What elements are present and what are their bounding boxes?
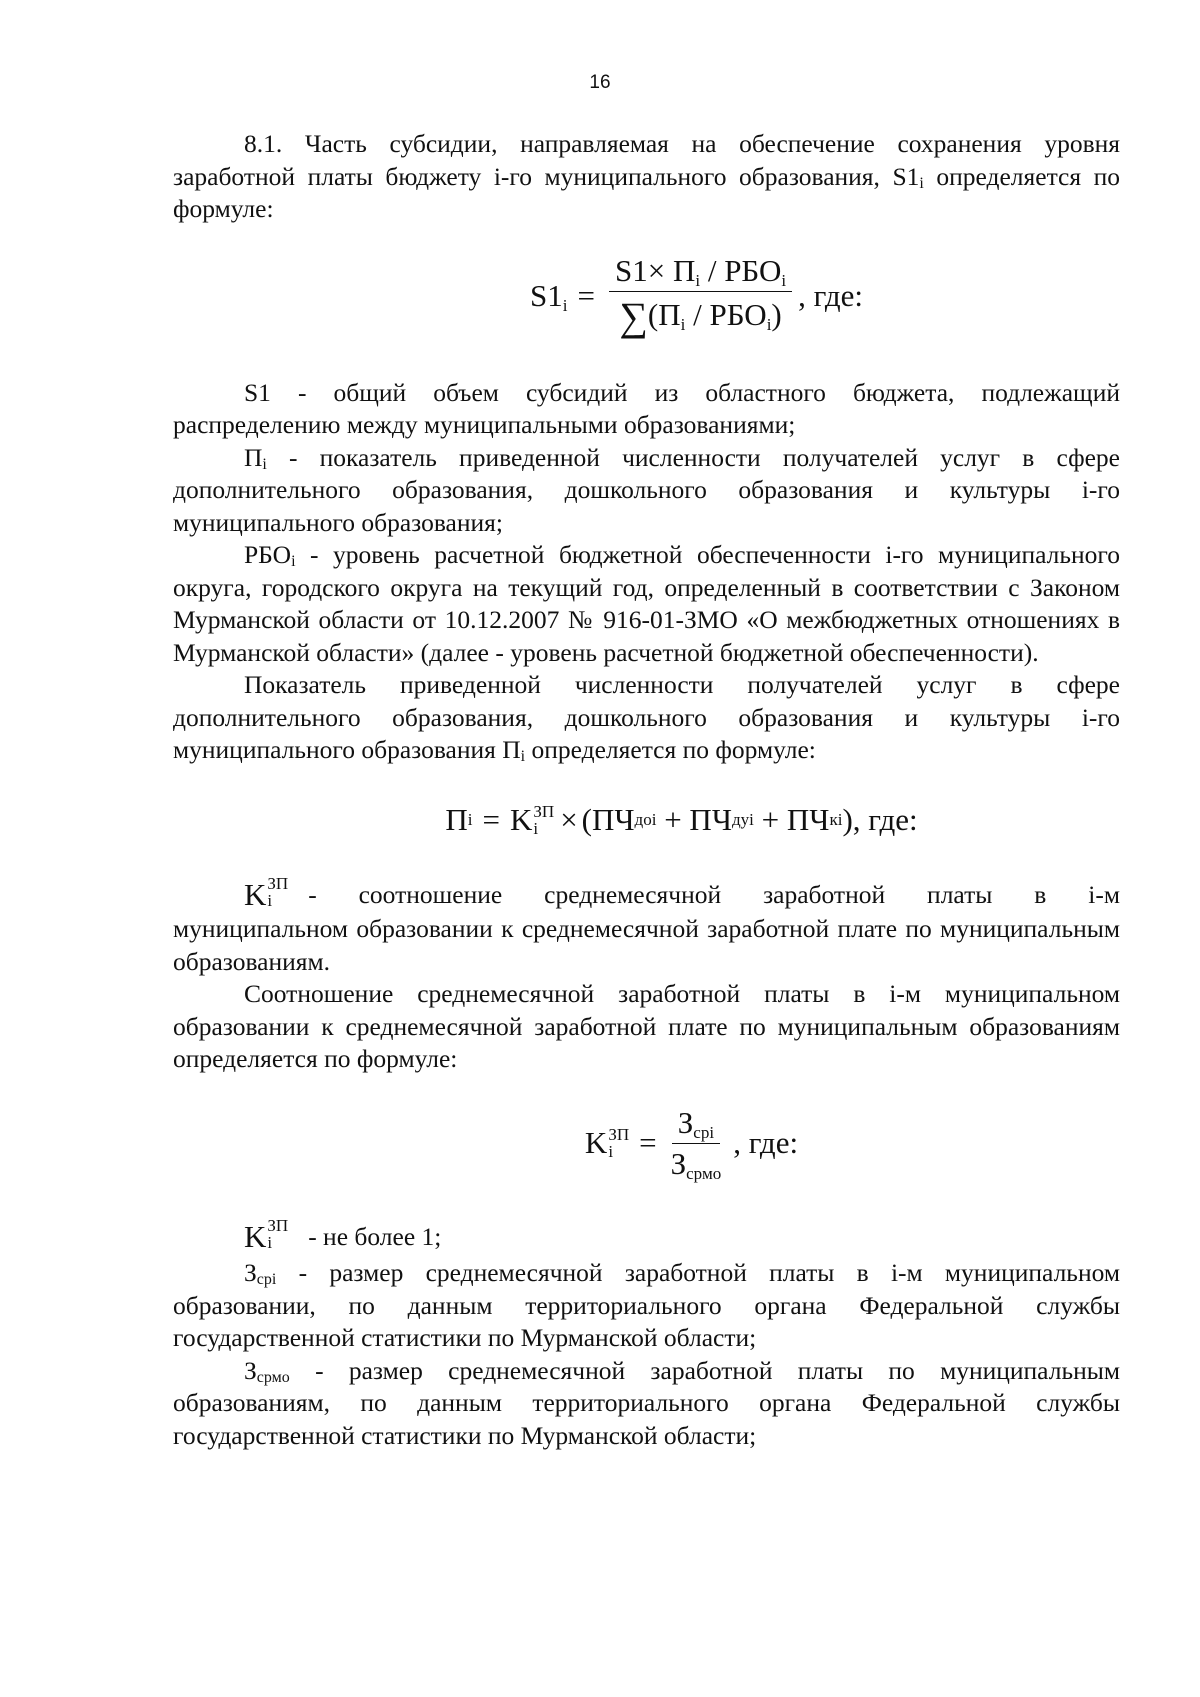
definition-rbo: РБОi - уровень расчетной бюджетной обеспеченности i-го муниципального округа, городского округа на текущий год, определенный в соответствии с Законом Мурманской области от 10.12.2007 № 916-01-ЗМО «О межбюджетных отношениях в Мурманской области» (далее - уровень расчетной бюджетной обеспеченности). [173, 540, 1120, 667]
k-symbol: K ЗП i [244, 1215, 289, 1254]
paragraph-8-1: 8.1. Часть субсидии, направляемая на обеспечение сохранения уровня заработной платы бюджету i-го муниципального образования, S1i определяется по формуле: [173, 129, 1121, 223]
definition-pi: Пi - показатель приведенной численности получателей услуг в сфере дополнительного образования, дошкольного образования и культуры i-го муниципального образования; [173, 442, 1120, 537]
formula-pi: П i = K ЗП i × (ПЧ доi + ПЧ дуi + ПЧ кi ), где: [445, 801, 918, 838]
definition-k-rest: муниципальном образовании к среднемесячной заработной плате по муниципальным образованиям. [173, 914, 1120, 976]
formula-k-fraction: $\frac{З_{срi}}{З_{срмо}}$ [670, 1104, 722, 1183]
definition-zsri: Зсрi - размер среднемесячной заработной платы в i-м муниципальном образовании, по данным территориального органа Федеральной службы государственной статистики по Мурманской области; [173, 1258, 1120, 1353]
k-symbol: K ЗП i [244, 873, 289, 912]
paragraph-ratio: Соотношение среднемесячной заработной платы в i-м муниципальном образовании к среднемесячной заработной плате по муниципальным образованиям определяется по формуле: [173, 979, 1120, 1074]
definition-zsrmo: Зсрмо - размер среднемесячной заработной платы по муниципальным образованиям, по данным территориального органа Федеральной службы государственной статистики по Мурманской области; [173, 1355, 1120, 1450]
formula-k: K ЗП i = $\frac{З_{срi}}{З_{срмо}}$ , где: [584, 1104, 799, 1183]
formula-s1-fraction: $\frac{S1\times П_i / РБО_i}{\sum(П_i / РБО_i)}$ [609, 254, 792, 339]
page-number: 16 [589, 72, 611, 93]
definition-k-limit: K ЗП i - не более 1; [244, 1215, 442, 1254]
definition-k-line: K ЗП i - соотношение среднемесячной заработной платы в i-м [244, 873, 1120, 912]
paragraph-pi: Показатель приведенной численности получателей услуг в сфере дополнительного образования, дошкольного образования и культуры i-го муниципального образования Пi определяется по формуле: [173, 670, 1120, 766]
formula-s1: $S1_i$ = $\frac{S1\times П_i / РБО_i}{\sum(П_i / РБО_i)}$ , где: [530, 252, 863, 339]
definition-s1: S1 - общий объем субсидий из областного бюджета, подлежащий распределению между муниципальными образованиями; [173, 377, 1120, 440]
document-body [173, 128, 1120, 1452]
